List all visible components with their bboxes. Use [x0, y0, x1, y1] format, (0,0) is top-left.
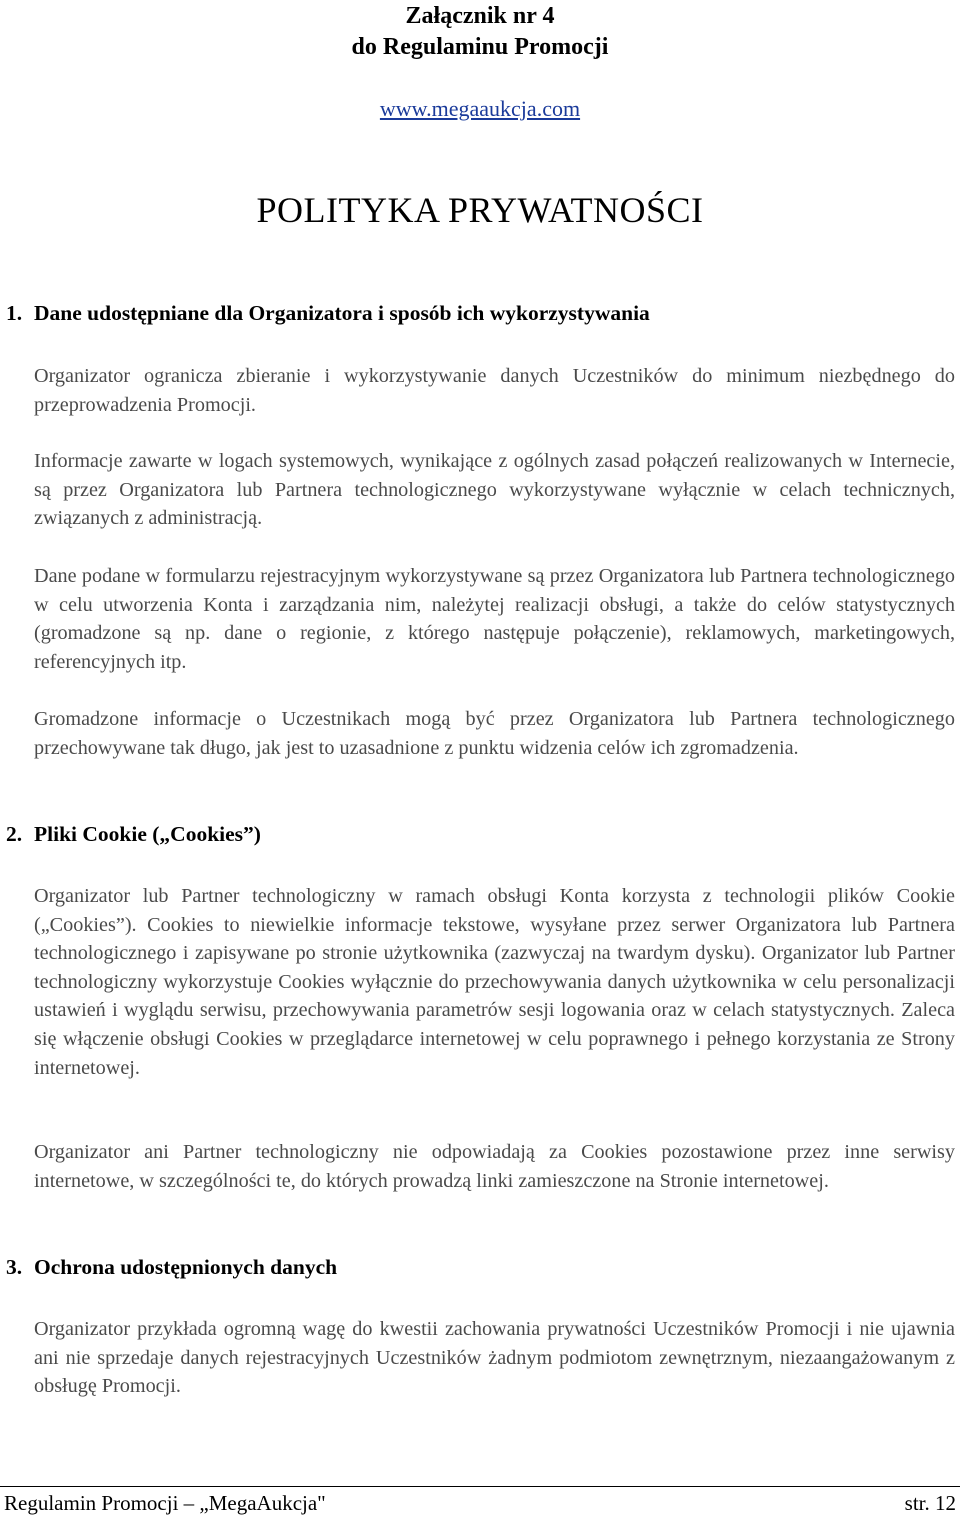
section-number: 2.: [6, 822, 23, 846]
section-number: 3.: [6, 1255, 23, 1279]
section-3-heading: [6, 1253, 337, 1281]
footer-document-name: Regulamin Promocji – „MegaAukcja": [4, 1491, 326, 1515]
section-title: Pliki Cookie („Cookies”): [34, 822, 261, 846]
section-3-paragraph-1: Organizator przykłada ogromną wagę do kwestii zachowania prywatności Uczestników Promocji i nie ujawnia ani nie sprzedaje danych rejestracyjnych Uczestników żadnym podmiotom zewnętrznym, niezaangażowanym z obsługę Promocji.: [34, 1318, 955, 1398]
section-1-paragraph-3: Dane podane w formularzu rejestracyjnym wykorzystywane są przez Organizatora lub Partnera technologicznego w celu utworzenia Konta i zarządzania nim, należytej realizacji obsługi, a także do celów statystycznych (gromadzone są np. dane o regionie, z którego następuje połączenie), reklamowych, marketingowych, referencyjnych itp.: [34, 565, 955, 673]
annex-reference: do Regulaminu Promocji: [351, 34, 609, 60]
section-title: Dane udostępniane dla Organizatora i sposób ich wykorzystywania: [34, 301, 650, 325]
footer-divider: [0, 1486, 960, 1487]
annex-number: Załącznik nr 4: [405, 3, 555, 29]
page-number: str. 12: [904, 1491, 956, 1515]
section-1-paragraph-1: Organizator ogranicza zbieranie i wykorzystywanie danych Uczestników do minimum niezbędnego do przeprowadzenia Promocji.: [34, 365, 955, 416]
section-2-paragraph-2: Organizator ani Partner technologiczny nie odpowiadają za Cookies pozostawione przez inne serwisy internetowe, w szczególności te, do których prowadzą linki zamieszczone na Stronie internetowej.: [34, 1141, 955, 1192]
section-number: 1.: [6, 301, 23, 325]
section-1-paragraph-4: Gromadzone informacje o Uczestnikach mogą być przez Organizatora lub Partnera technologicznego przechowywane tak długo, jak jest to uzasadnione z punktu widzenia celów ich zgromadzenia.: [34, 708, 955, 759]
page-title: POLITYKA PRYWATNOŚCI: [256, 190, 704, 230]
section-1-paragraph-2: Informacje zawarte w logach systemowych, wynikające z ogólnych zasad połączeń realizowanych w Internecie, są przez Organizatora lub Partnera technologicznego wykorzystywane wyłącznie w celach technicznych, związanych z administracją.: [34, 450, 955, 530]
section-2-paragraph-1: Organizator lub Partner technologiczny w ramach obsługi Konta korzysta z technologii plików Cookie („Cookies”). Cookies to niewielkie informacje tekstowe, wysyłane przez serwer Organizatora lub Partnera technologicznego i zapisywane po stronie użytkownika (zazwyczaj na twardym dysku). Organizator lub Partner technologiczny wykorzystuje Cookies wyłącznie do przechowywania danych użytkownika w celu personalizacji ustawień i wyglądu serwisu, przechowywania parametrów sesji logowania oraz w celach statystycznych. Zaleca się włączenie obsługi Cookies w przeglądarce internetowej w celu poprawnego i pełnego korzystania ze Strony internetowej.: [34, 885, 955, 1079]
section-2-heading: [6, 820, 261, 848]
section-title: Ochrona udostępnionych danych: [34, 1255, 338, 1279]
section-1-heading: [6, 299, 650, 327]
website-link[interactable]: www.megaaukcja.com: [379, 96, 581, 121]
